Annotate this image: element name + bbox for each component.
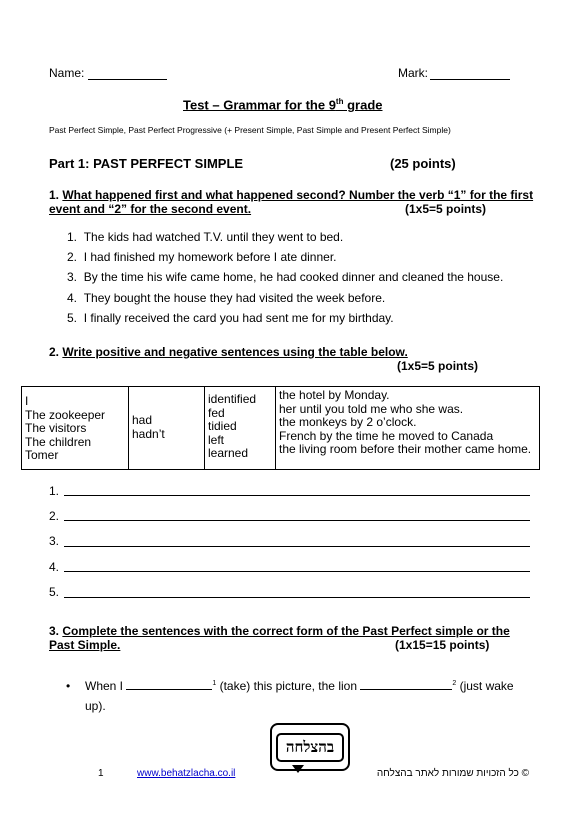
behatzlacha-logo bbox=[270, 723, 350, 771]
title-sup: th bbox=[335, 97, 344, 106]
list-item: 1. The kids had watched T.V. until they went to bed. bbox=[67, 230, 344, 244]
name-blank[interactable] bbox=[88, 79, 167, 80]
answer-line-4[interactable] bbox=[64, 571, 530, 572]
answer-line-5[interactable] bbox=[64, 597, 530, 598]
q3-sentence-1: When I $^1$ (take) this picture, the lion $^2$ (just wake bbox=[85, 679, 514, 693]
blank-number: 1. bbox=[49, 484, 60, 498]
list-item: 5. I finally received the card you had sent me for my birthday. bbox=[67, 311, 394, 325]
blank-number: 5. bbox=[49, 585, 60, 599]
logo-text: בהצלחה bbox=[276, 733, 344, 762]
name-label: Name: bbox=[49, 66, 85, 80]
list-item: 2. I had finished my homework before I ate dinner. bbox=[67, 250, 337, 264]
verbs-cell: identified fed tidied left learned bbox=[205, 387, 276, 470]
answer-line-2[interactable] bbox=[64, 520, 530, 521]
q3-number: 3. bbox=[49, 624, 60, 638]
title-end: grade bbox=[343, 97, 383, 113]
q2-instruction: Write positive and negative sentences using the table below. bbox=[62, 345, 408, 359]
mark-blank[interactable] bbox=[430, 79, 510, 80]
logo-tail-icon bbox=[292, 765, 304, 773]
blank-number: 3. bbox=[49, 534, 60, 548]
page-number: 1 bbox=[98, 768, 104, 779]
page-title bbox=[183, 97, 383, 112]
q1-line1 bbox=[49, 188, 533, 202]
blank-number: 2. bbox=[49, 509, 60, 523]
q2-points: (1x5=5 points) bbox=[397, 359, 479, 373]
part1-heading: Part 1: PAST PERFECT SIMPLE bbox=[49, 156, 244, 171]
q3-instruction-1: Complete the sentences with the correct form of the Past Perfect simple or the bbox=[62, 624, 510, 638]
q3-sentence-1-cont: up). bbox=[85, 699, 106, 713]
part1-points: (25 points) bbox=[390, 156, 456, 171]
q2-line bbox=[49, 345, 408, 359]
site-link[interactable]: www.behatzlacha.co.il bbox=[137, 768, 236, 779]
blank-number: 4. bbox=[49, 560, 60, 574]
q1-instruction-1: What happened first and what happened second? Number the verb “1” for the first bbox=[62, 188, 534, 202]
answer-line-1[interactable] bbox=[64, 495, 530, 496]
bullet-icon: • bbox=[66, 679, 71, 693]
mark-label: Mark: bbox=[398, 66, 428, 80]
blank-1[interactable] bbox=[126, 679, 212, 690]
q1-instruction-2: event and “2” for the second event. bbox=[49, 202, 252, 216]
list-item: 4. They bought the house they had visited the week before. bbox=[67, 291, 386, 305]
q3-instruction-2: Past Simple. bbox=[49, 638, 121, 652]
q1-points: (1x5=5 points) bbox=[405, 202, 487, 216]
q3-points: (1x15=15 points) bbox=[395, 638, 490, 652]
answer-line-3[interactable] bbox=[64, 546, 530, 547]
q1-number: 1. bbox=[49, 188, 60, 202]
endings-cell: the hotel by Monday. her until you told me who she was. the monkeys by 2 o’clock. French by the time he moved to Canada the living room before their mother came home. bbox=[276, 387, 540, 470]
list-item: 3. By the time his wife came home, he had cooked dinner and cleaned the house. bbox=[67, 270, 504, 284]
copyright-text: © כל הזכויות שמורות לאתר בהצלחה bbox=[376, 768, 529, 779]
sentence-table bbox=[21, 386, 540, 470]
q2-number: 2. bbox=[49, 345, 60, 359]
subjects-cell: I The zookeeper The visitors The children Tomer bbox=[22, 387, 129, 470]
title-main: Test – Grammar for the 9 bbox=[183, 97, 336, 113]
subtitle: Past Perfect Simple, Past Perfect Progressive (+ Present Simple, Past Simple and Present Perfect Simple) bbox=[49, 125, 451, 135]
q3-line1 bbox=[49, 624, 510, 638]
blank-2[interactable] bbox=[360, 679, 452, 690]
auxiliaries-cell: had hadn’t bbox=[129, 387, 205, 470]
